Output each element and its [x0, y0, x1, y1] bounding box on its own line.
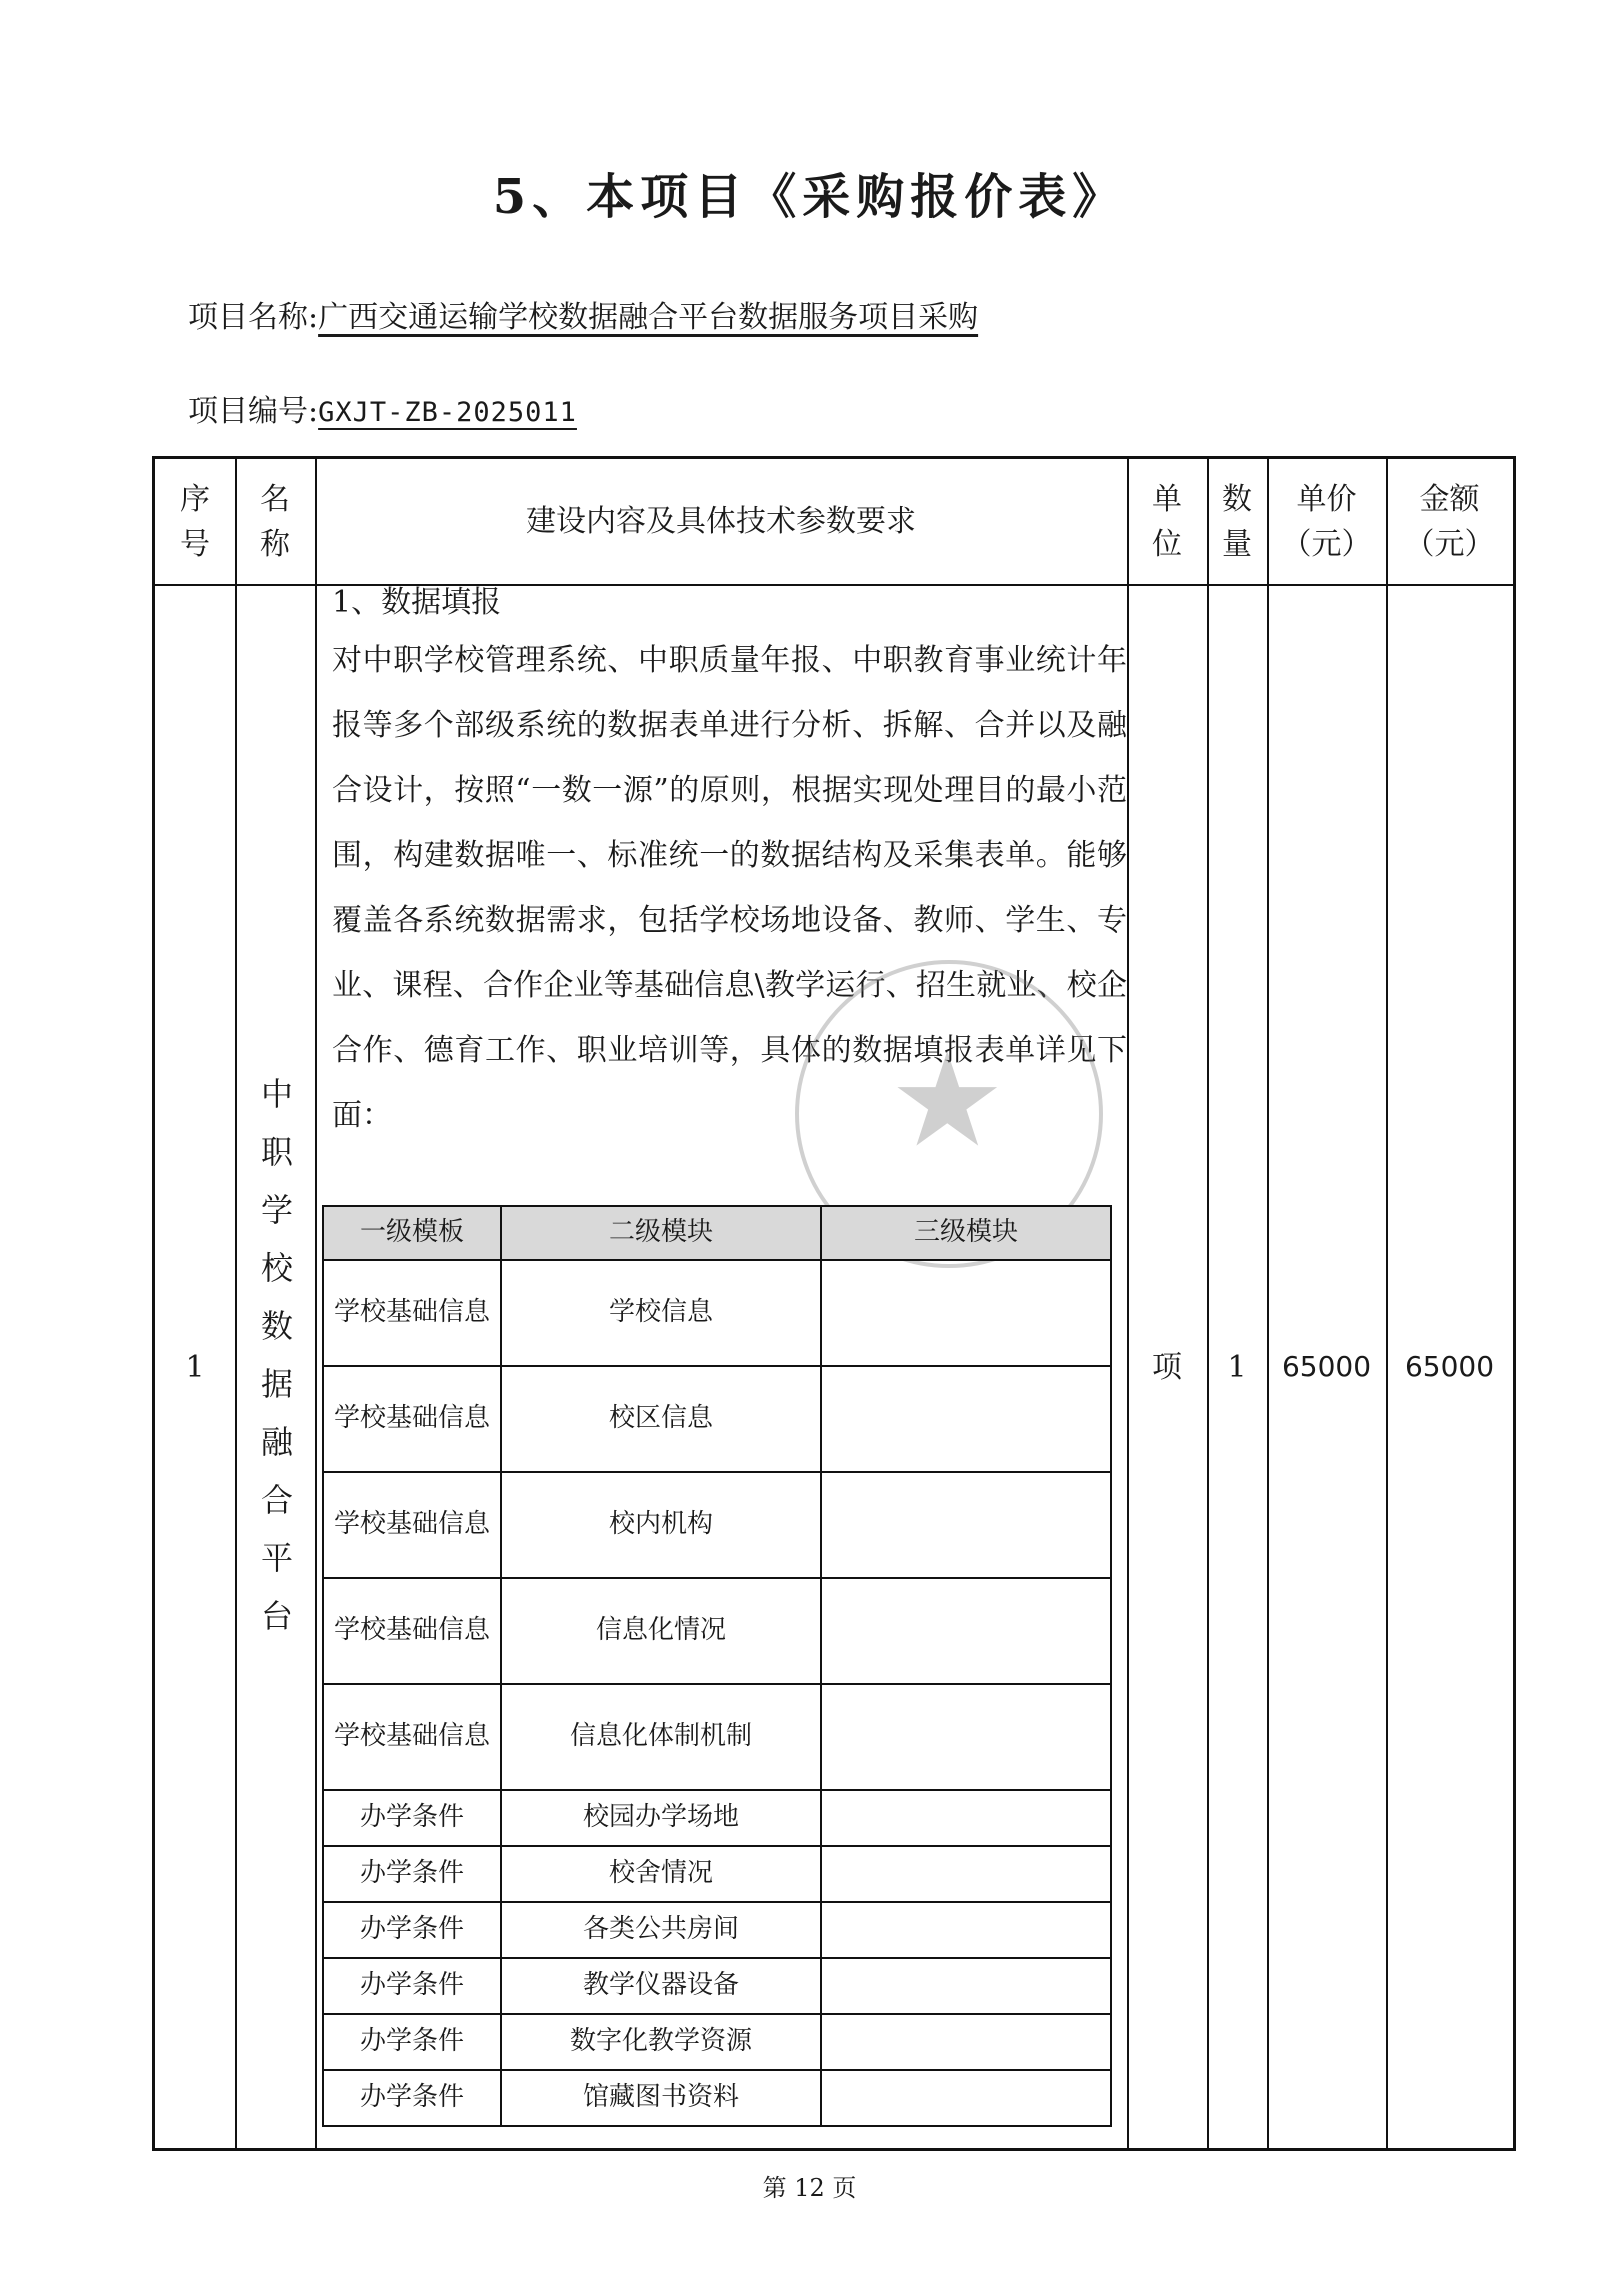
requirements-text [332, 578, 1127, 1148]
module-header-l3: 三级模块 [821, 1206, 1111, 1260]
section-description: 对中职学校管理系统、中职质量年报、中职教育事业统计年报等多个部级系统的数据表单进行分析、拆解、合并以及融合设计，按照“一数一源”的原则，根据实现处理目的最小范围，构建数据唯一、标准统一的数据结构及采集表单。能够覆盖各系统数据需求，包括学校场地设备、教师、学生、专业、课程、合作企业等基础信息\教学运行、招生就业、校企合作、德育工作、职业培训等，具体的数据填报表单详见下面： [332, 643, 1127, 1133]
table-row: 办学条件 校园办学场地 [323, 1790, 1111, 1846]
project-code [188, 386, 577, 430]
row-name: 中职学校数据融合平台 [256, 1077, 294, 1657]
module-header-l1: 一级模板 [323, 1206, 501, 1260]
row-name-cell [235, 586, 315, 2148]
project-name [188, 292, 978, 336]
header-seq: 序 号 [180, 481, 210, 562]
project-code-value: GXJT-ZB-2025011 [318, 397, 577, 428]
header-qty: 数 量 [1222, 481, 1252, 562]
row-amount: 65000 [1404, 1350, 1495, 1383]
table-row: 学校基础信息 校内机构 [323, 1472, 1111, 1578]
header-price: 单价 （元） [1281, 481, 1372, 562]
module-header-l2: 二级模块 [501, 1206, 821, 1260]
row-seq: 1 [185, 1349, 205, 1385]
table-row: 办学条件 校舍情况 [323, 1846, 1111, 1902]
page-title: 5、本项目《采购报价表》 [492, 169, 1127, 225]
header-name: 名 称 [260, 481, 290, 562]
table-row: 学校基础信息 信息化情况 [323, 1578, 1111, 1684]
table-row: 办学条件 各类公共房间 [323, 1902, 1111, 1958]
table-row: 办学条件 教学仪器设备 [323, 1958, 1111, 2014]
row-qty: 1 [1227, 1349, 1247, 1385]
table-row: 学校基础信息 校区信息 [323, 1366, 1111, 1472]
row-unit: 项 [1152, 1349, 1182, 1385]
table-row: 学校基础信息 学校信息 [323, 1260, 1111, 1366]
header-amount: 金额 （元） [1404, 481, 1495, 562]
table-row: 学校基础信息 信息化体制机制 [323, 1684, 1111, 1790]
project-code-label: 项目编号: [188, 394, 319, 429]
table-row: 办学条件 馆藏图书资料 [323, 2070, 1111, 2126]
row-price: 65000 [1281, 1350, 1372, 1383]
module-table [322, 1205, 1112, 2127]
header-content: 建设内容及具体技术参数要求 [526, 504, 916, 539]
table-row: 办学条件 数字化教学资源 [323, 2014, 1111, 2070]
table-divider [315, 459, 317, 2148]
page-number: 第 12 页 [762, 2174, 857, 2202]
header-unit: 单 位 [1152, 481, 1182, 562]
project-name-value: 广西交通运输学校数据融合平台数据服务项目采购 [318, 300, 979, 335]
project-name-label: 项目名称: [188, 300, 319, 335]
seal-star-icon: ★ [889, 1024, 1006, 1176]
section-heading: 1、数据填报 [332, 585, 502, 620]
